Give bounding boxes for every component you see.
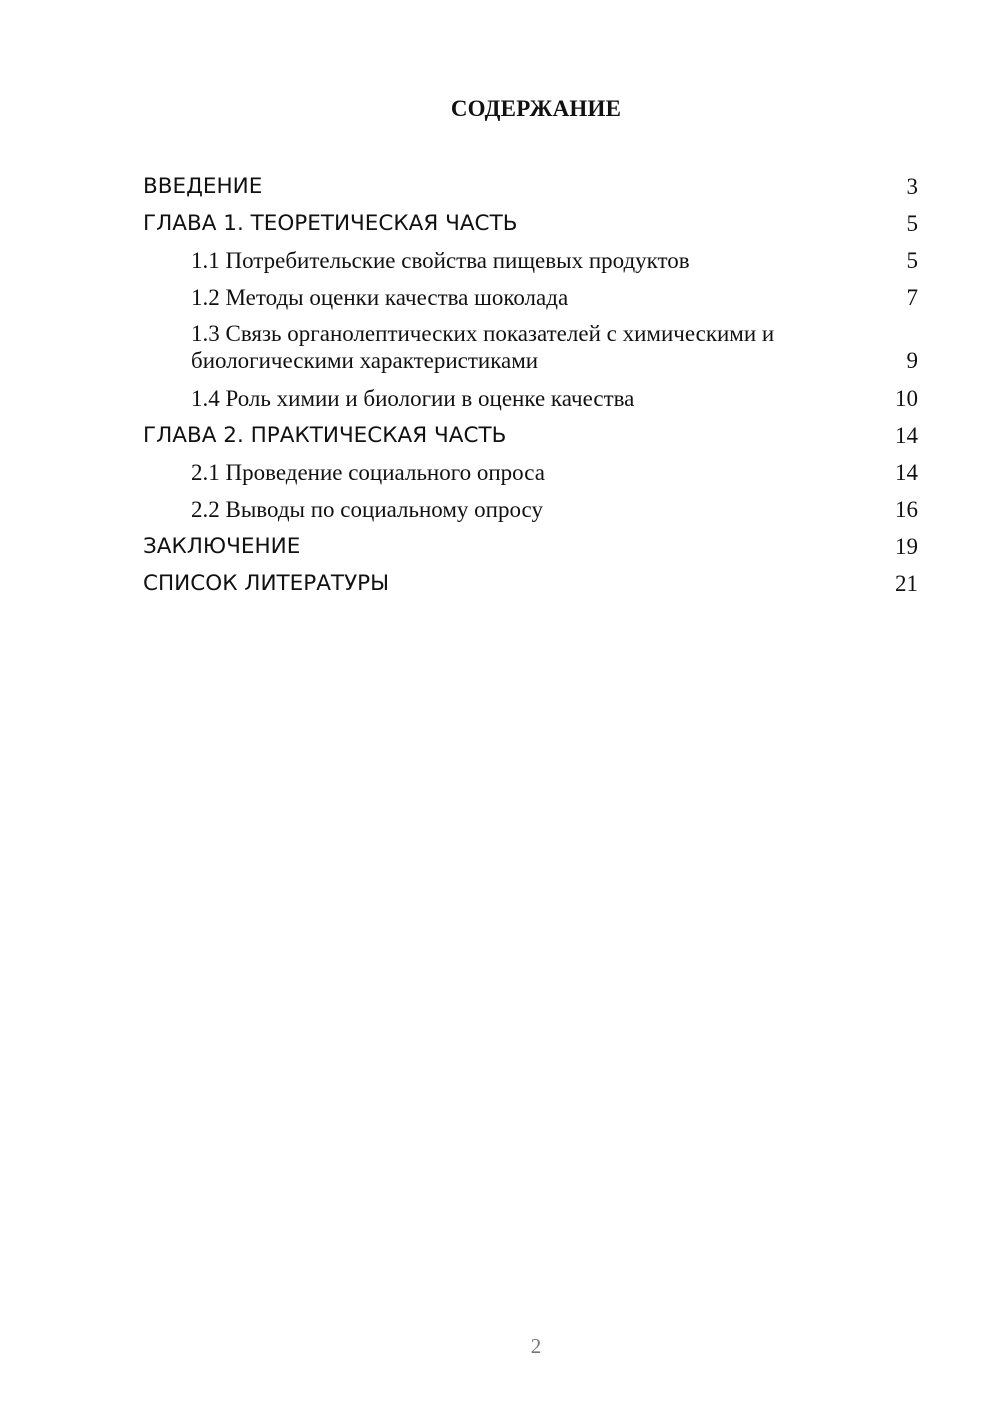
toc-entry-bibliography[interactable] [143,565,918,602]
page-title: СОДЕРЖАНИЕ [450,96,622,121]
toc-entry-page-number: 21 [895,570,918,596]
toc-entry-label: СПИСОК ЛИТЕРАТУРЫ [143,570,390,596]
toc-entry-label: 1.3 Связь органолептических показателей с химическими и биологическими характеристиками [191,321,775,373]
toc-entry-label: ВВЕДЕНИЕ [143,173,263,199]
toc-entry-label: 1.4 Роль химии и биологии в оценке качества [191,385,635,411]
toc-entry-page-number: 9 [906,348,918,373]
toc-entry-chapter-1[interactable] [143,205,918,242]
toc-entry-page-number: 3 [906,173,918,199]
toc-entry-section-2-1[interactable] [143,454,918,491]
toc-entry-section-1-4[interactable] [143,380,918,417]
toc-entry-conclusion[interactable] [143,528,918,565]
toc-entry-label: 2.1 Проведение социального опроса [191,459,545,485]
toc-entry-section-1-2[interactable] [143,279,918,316]
toc-entry-label: 1.2 Методы оценки качества шоколада [191,284,569,310]
toc-entry-page-number: 7 [906,284,918,310]
toc-entry-label: 2.2 Выводы по социальному опросу [191,496,543,522]
toc-entry-section-1-3[interactable] [143,316,918,380]
toc-entry-introduction[interactable] [143,168,918,205]
toc-entry-page-number: 5 [906,210,918,236]
toc-entry-page-number: 10 [895,385,918,411]
toc-entry-page-number: 16 [895,496,918,522]
table-of-contents [143,168,918,602]
toc-entry-label: 1.1 Потребительские свойства пищевых продуктов [191,247,690,273]
toc-entry-section-1-1[interactable] [143,242,918,279]
page-number: 2 [530,1334,542,1358]
toc-entry-section-2-2[interactable] [143,491,918,528]
toc-entry-chapter-2[interactable] [143,417,918,454]
toc-entry-label: ЗАКЛЮЧЕНИЕ [143,533,301,559]
toc-entry-page-number: 19 [895,533,918,559]
toc-entry-page-number: 14 [895,422,918,448]
toc-entry-label: ГЛАВА 2. ПРАКТИЧЕСКАЯ ЧАСТЬ [143,422,507,448]
toc-entry-page-number: 5 [906,247,918,273]
toc-entry-label: ГЛАВА 1. ТЕОРЕТИЧЕСКАЯ ЧАСТЬ [143,210,518,236]
toc-entry-page-number: 14 [895,459,918,485]
